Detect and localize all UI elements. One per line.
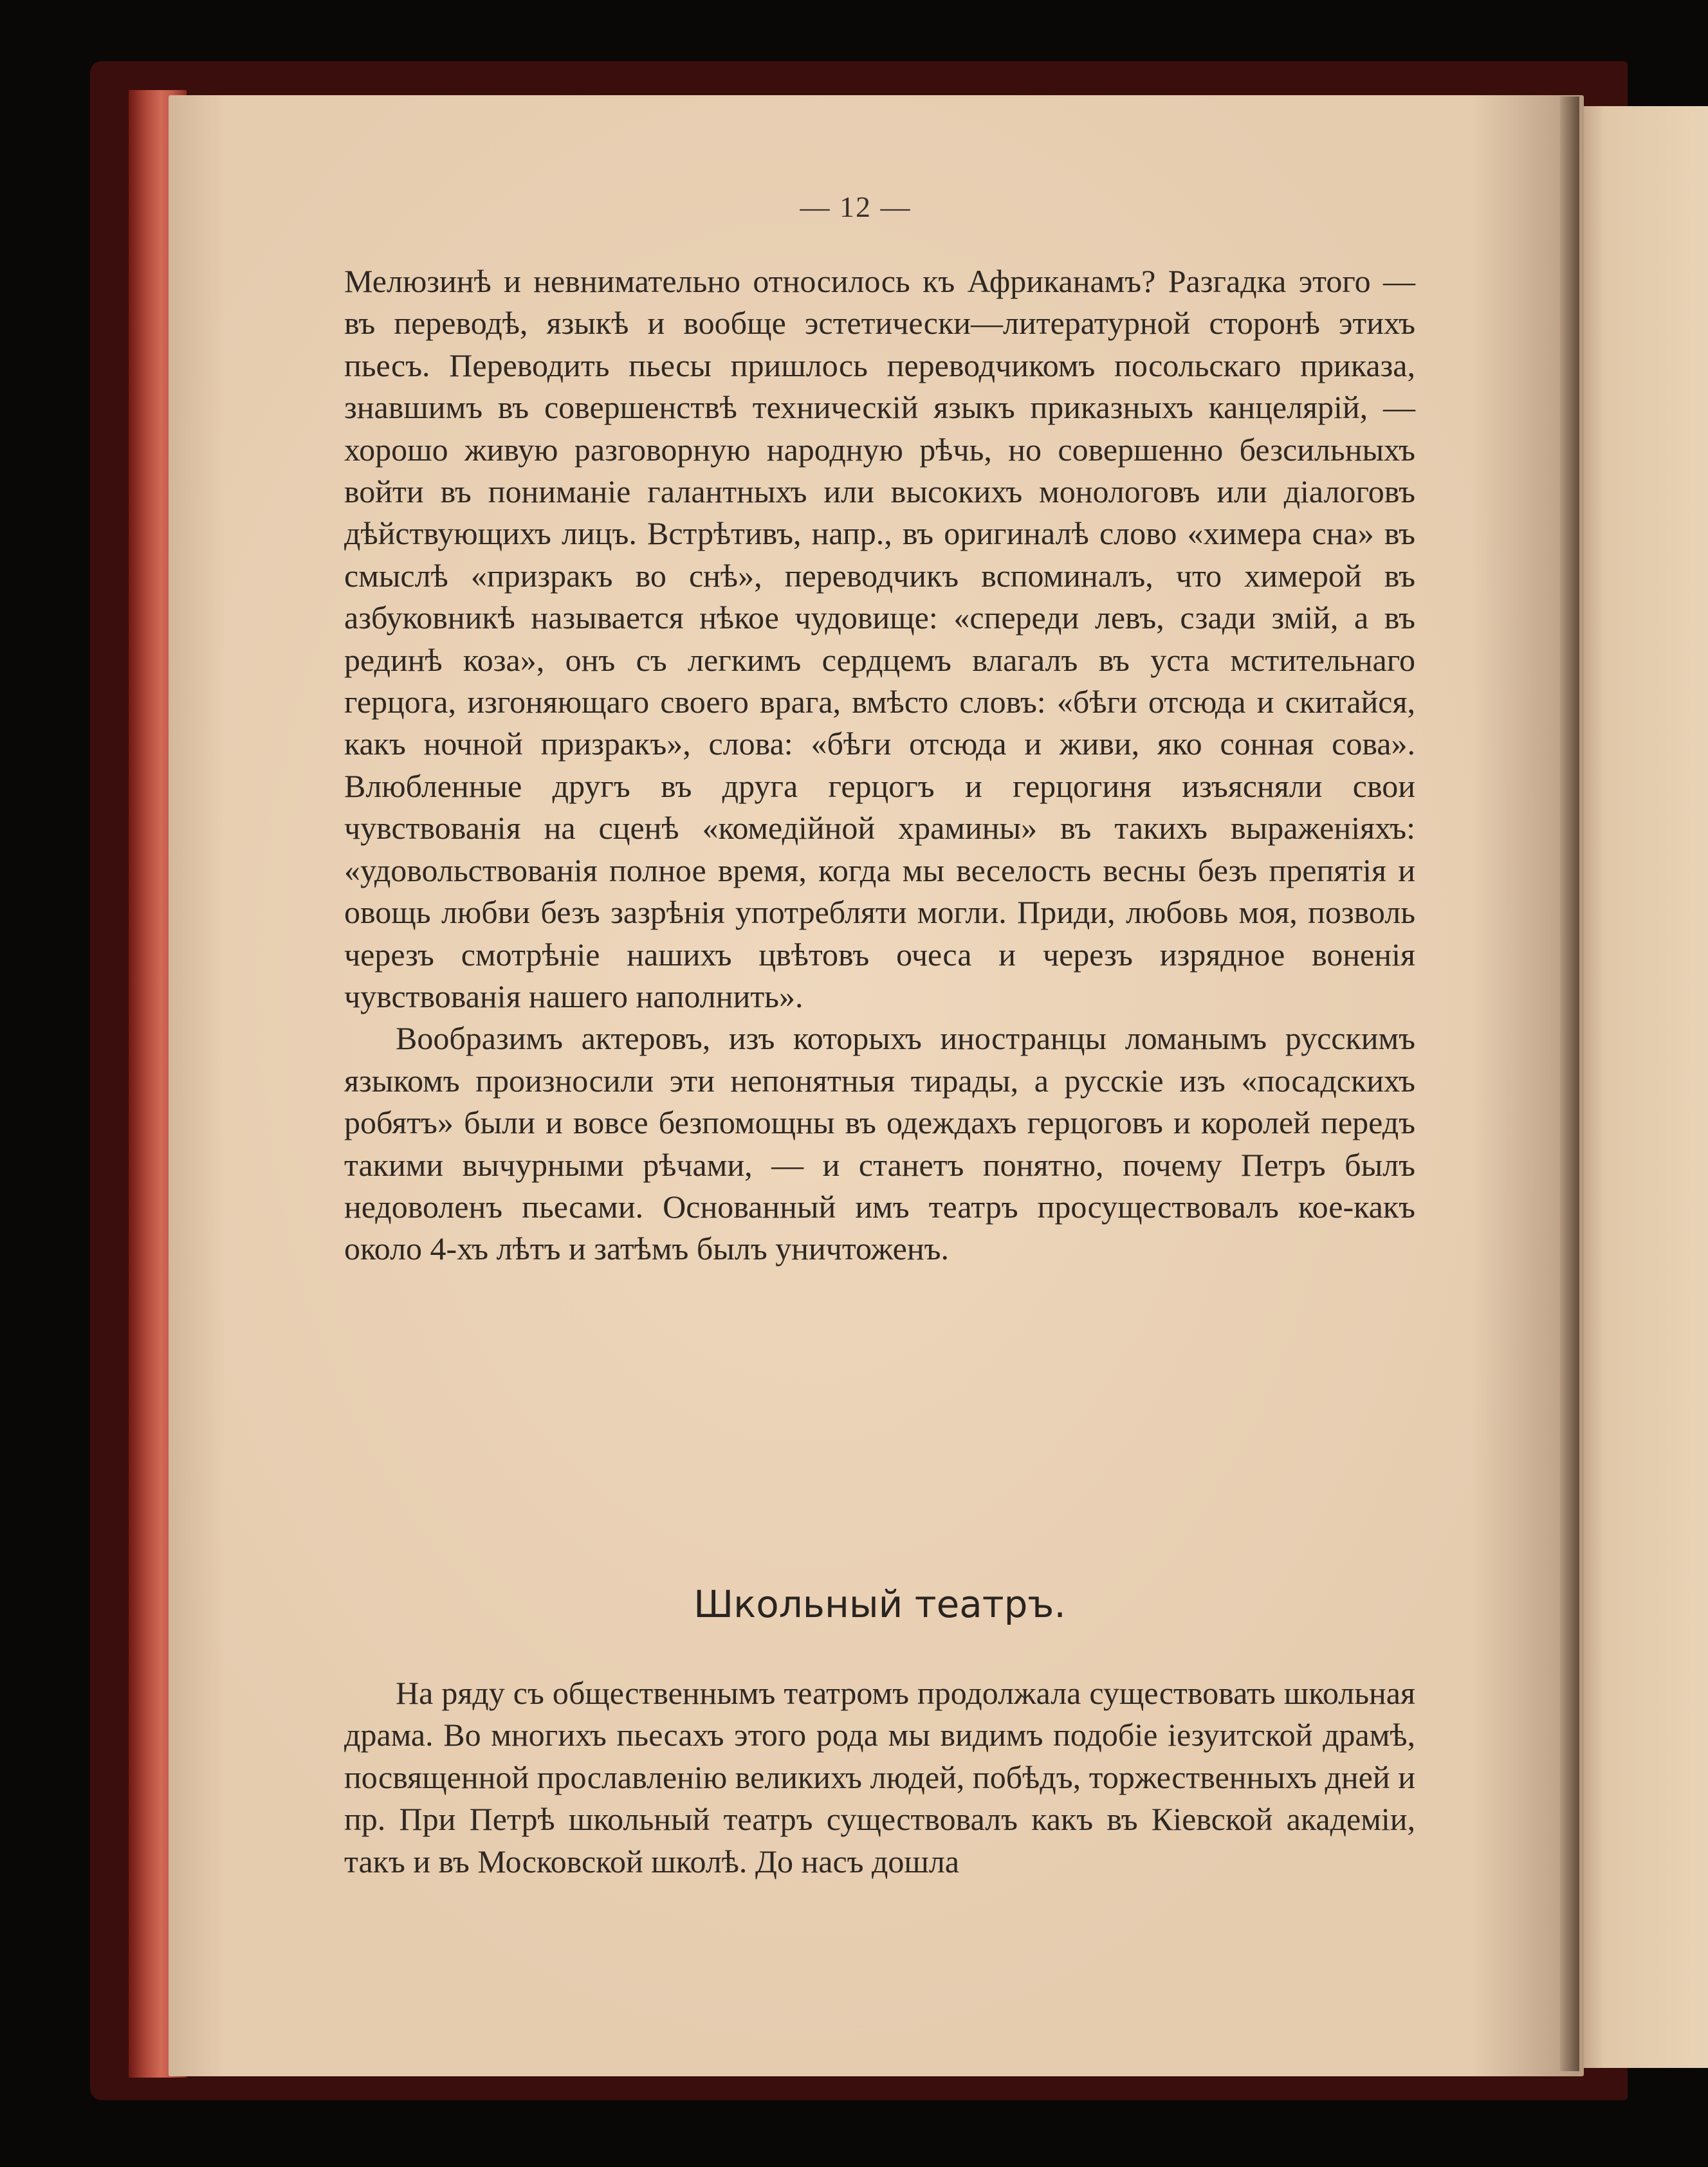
page-gutter — [1560, 96, 1579, 2071]
facing-page — [1570, 106, 1708, 2068]
section-body-text — [344, 1672, 1415, 1883]
paragraph: Вообразимъ актеровъ, изъ которыхъ иностранцы ломанымъ русскимъ языкомъ произносили эти непонятныя тирады, а русскіе изъ «посадскихъ робятъ» были и вовсе безпомощны въ одеждахъ герцоговъ и королей передъ такими вычурными рѣчами, — и станетъ понятно, почему Петръ былъ недоволенъ пьесами. Основанный имъ театръ просуществовалъ кое-какъ около 4-хъ лѣтъ и затѣмъ былъ уничтоженъ. — [344, 1020, 1415, 1267]
paragraph: На ряду съ общественнымъ театромъ продолжала существовать школьная драма. Во многихъ пьесахъ этого рода мы видимъ подобіе іезуитской драмѣ, посвященной прославленію великихъ людей, побѣдъ, торжественныхъ дней и пр. При Петрѣ школьный театръ существовалъ какъ въ Кіевской академіи, такъ и въ Московской школѣ. До насъ дошла — [344, 1675, 1415, 1879]
body-text — [344, 261, 1415, 1270]
section-heading: Школьный театръ. — [693, 1582, 1066, 1626]
paragraph: Мелюзинѣ и невнимательно относилось къ Африканамъ? Разгадка этого — въ переводѣ, языкѣ и вообще эстетически—литературной сторонѣ этихъ пьесъ. Переводить пьесы пришлось переводчикомъ посольскаго приказа, знавшимъ въ совершенствѣ техническій языкъ приказныхъ канцелярій, — хорошо живую разговорную народную рѣчь, но совершенно безсильныхъ войти въ пониманіе галантныхъ или высокихъ монологовъ или діалоговъ дѣйствующихъ лицъ. Встрѣтивъ, напр., въ оригиналѣ слово «химера сна» въ смыслѣ «призракъ во снѣ», переводчикъ вспоминалъ, что химерой въ азбуковникѣ называется нѣкое чудовище: «спереди левъ, сзади змій, а въ рединѣ коза», онъ съ легкимъ сердцемъ влагалъ въ уста мстительнаго герцога, изгоняющаго своего врага, вмѣсто словъ: «бѣги отсюда и скитайся, какъ ночной призракъ», слова: «бѣги отсюда и живи, яко сонная сова». Влюбленные другъ въ друга герцогъ и герцогиня изъясняли свои чувствованія на сценѣ «комедійной храмины» въ такихъ выраженіяхъ: «удовольствованія полное время, когда мы веселость весны безъ препятія и овощь любви безъ зазрѣнія употребляти могли. Приди, любовь моя, позволь черезъ смотрѣніе нашихъ цвѣтовъ очеса и черезъ изрядное воненія чувствованія нашего наполнить». — [344, 263, 1415, 1014]
page-number: — 12 — — [800, 190, 912, 223]
